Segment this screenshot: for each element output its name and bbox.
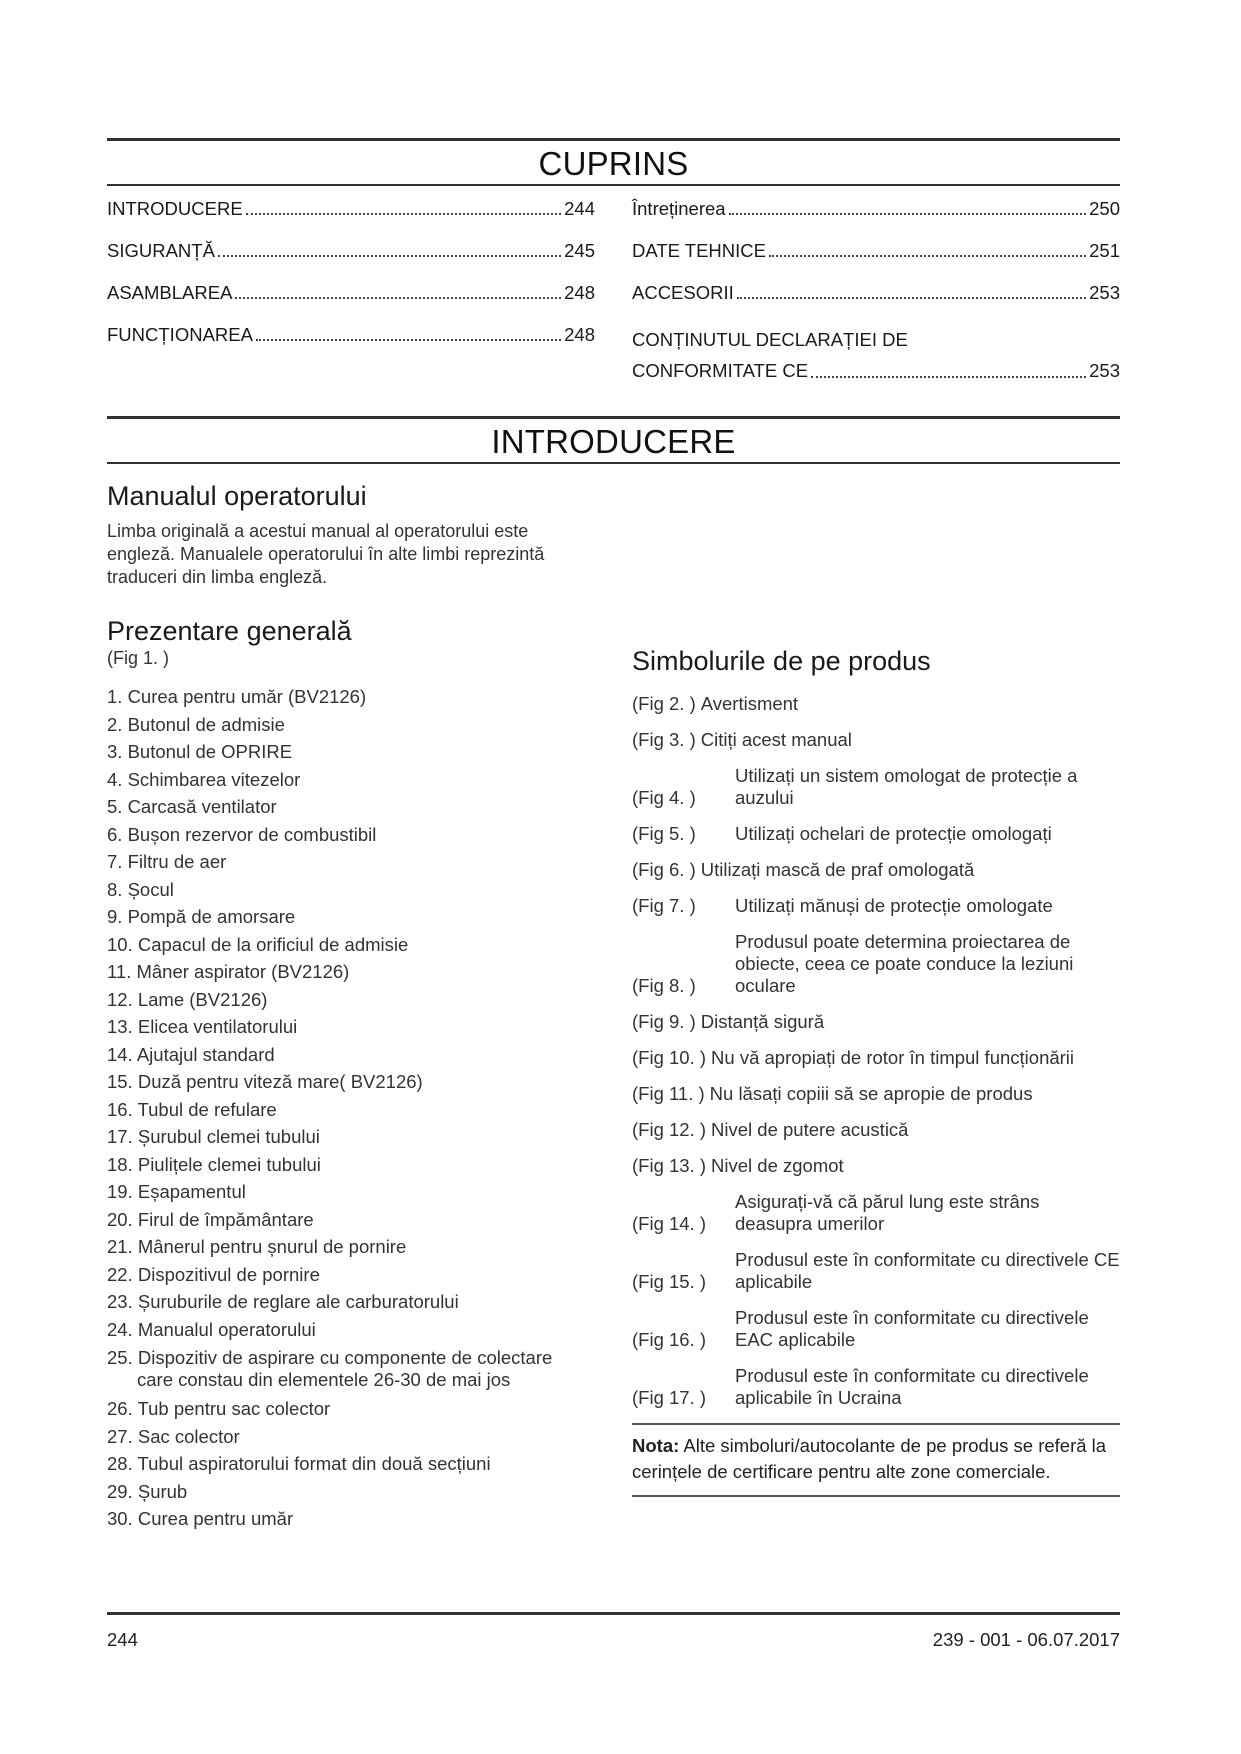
toc-left-column [107,198,595,386]
toc-leader [235,297,561,299]
symbol-desc: Utilizați un sistem omologat de protecție a auzului [735,764,1078,808]
symbol-item [632,1083,1120,1105]
list-item: 22. Dispozitivul de pornire [107,1263,320,1285]
intro-title: INTRODUCERE [491,423,736,460]
list-item: 6. Bușon rezervor de combustibil [107,823,377,845]
toc-entry-page: 245 [564,240,595,261]
symbol-desc: Nu vă apropiați de rotor în timpul funcționării [711,1046,1075,1068]
symbol-item [632,823,1120,845]
symbol-fig-ref: (Fig 4. ) [632,786,696,808]
list-item: 23. Șuruburile de reglare ale carburatorului [107,1291,459,1313]
list-item: 5. Carcasă ventilator [107,796,277,818]
document-reference: 239 - 001 - 06.07.2017 [932,1629,1120,1650]
symbol-fig-ref: (Fig 14. ) [632,1212,707,1234]
note-box [632,1423,1120,1497]
symbol-desc: Asigurați-vă că părul lung este strâns deasupra umerilor [735,1190,1040,1234]
intro-bottom-rule [107,462,1120,464]
list-item: 18. Piulițele clemei tubului [107,1153,321,1175]
list-item-25-line2: care constau din elementele 26-30 de mai jos [137,1369,511,1391]
manual-text: Limba originală a acestui manual al operatorului este engleză. Manualele operatorului în alte limbi reprezintă traduceri din limba engleză. [107,520,545,587]
toc-title: CUPRINS [538,145,689,182]
list-item: 13. Elicea ventilatorului [107,1016,298,1038]
footer-rule [107,1612,1120,1615]
symbol-item [632,1307,1120,1351]
list-item: 30. Curea pentru umăr [107,1508,294,1530]
list-item: 9. Pompă de amorsare [107,906,296,928]
symbol-item [632,1365,1120,1409]
intro-right-column [632,482,1120,1533]
list-item: 7. Filtru de aer [107,851,227,873]
list-item: 4. Schimbarea vitezelor [107,768,301,790]
list-item-25 [107,1347,587,1391]
list-item: 3. Butonul de OPRIRE [107,741,293,763]
symbol-item [632,1191,1120,1235]
list-item: 11. Mâner aspirator (BV2126) [107,961,350,983]
toc-entry[interactable] [632,282,1120,304]
overview-fig-ref: (Fig 1. ) [107,648,170,669]
symbol-fig-ref: (Fig 15. ) [632,1270,707,1292]
symbol-fig-ref: (Fig 8. ) [632,974,696,996]
symbol-fig-ref: (Fig 13. ) [632,1154,707,1176]
symbol-item [632,1155,1120,1177]
list-item: 12. Lame (BV2126) [107,988,268,1010]
list-item: 24. Manualul operatorului [107,1318,316,1340]
toc-entry[interactable] [107,240,595,262]
toc-entry-page: 244 [564,198,595,219]
symbols-heading: Simbolurile de pe produs [632,646,931,676]
symbol-item [632,1119,1120,1141]
note-label: Nota: [632,1434,680,1456]
page-content [107,138,1120,1533]
symbol-desc: Utilizați mănuși de protecție omologate [735,894,1053,916]
symbol-desc: Nivel de putere acustică [711,1118,909,1140]
intro-columns [107,482,1120,1533]
symbol-item [632,693,1120,715]
note-text: Alte simboluri/autocolante de pe produs se referă la cerințele de certificare pentru alte zone comerciale. [632,1434,1107,1482]
symbols-list [632,693,1120,1409]
list-item-25-line1: 25. Dispozitiv de aspirare cu componente de colectare [107,1347,553,1369]
toc-entry-label: SIGURANȚĂ [107,240,215,261]
toc-leader [218,255,561,257]
toc-right-column [632,198,1120,386]
symbol-fig-ref: (Fig 9. ) [632,1010,696,1032]
toc-entry-page: 250 [1089,198,1120,219]
symbol-item [632,931,1120,997]
symbol-fig-ref: (Fig 7. ) [632,894,696,916]
symbol-fig-ref: (Fig 16. ) [632,1328,707,1350]
toc-leader [737,297,1086,299]
toc-entry-page: 248 [564,282,595,303]
list-item: 8. Șocul [107,878,174,900]
symbol-desc: Utilizați ochelari de protecție omologați [735,822,1052,844]
toc-leader [246,213,561,215]
list-item: 26. Tub pentru sac colector [107,1398,331,1420]
symbol-fig-ref: (Fig 12. ) [632,1118,707,1140]
symbol-desc: Citiți acest manual [700,728,852,750]
toc-entry-label-line2: CONFORMITATE CE [632,360,809,381]
list-item: 16. Tubul de refulare [107,1098,277,1120]
symbol-fig-ref: (Fig 10. ) [632,1046,707,1068]
symbol-desc: Avertisment [700,692,799,714]
symbol-desc: Distanță sigură [700,1010,825,1032]
list-item: 15. Duză pentru viteză mare( BV2126) [107,1071,423,1093]
symbol-desc: Produsul este în conformitate cu directivele CE aplicabile [735,1248,1120,1292]
toc-entry-page: 253 [1089,360,1120,381]
symbol-fig-ref: (Fig 3. ) [632,728,696,750]
toc-entry[interactable] [107,198,595,220]
list-item: 17. Șurubul clemei tubului [107,1126,320,1148]
list-item: 20. Firul de împământare [107,1208,314,1230]
intro-left-column [107,482,587,1533]
toc-entry-label: ASAMBLAREA [107,282,233,303]
list-item: 21. Mânerul pentru șnurul de pornire [107,1236,407,1258]
symbol-desc: Produsul poate determina proiectarea de obiecte, ceea ce poate conduce la leziuni oculare [735,930,1074,996]
symbol-item [632,895,1120,917]
intro-top-rule [107,416,1120,419]
page-footer [107,1612,1120,1651]
toc-entry-label: INTRODUCERE [107,198,243,219]
toc-entry-label: FUNCȚIONAREA [107,324,253,345]
symbol-item [632,1011,1120,1033]
toc-entry-page: 248 [564,324,595,345]
list-item: 29. Șurub [107,1480,188,1502]
symbol-fig-ref: (Fig 11. ) [632,1082,705,1104]
symbol-item [632,765,1120,809]
toc-entry[interactable] [107,282,595,304]
overview-heading: Prezentare generală [107,615,352,646]
list-item: 1. Curea pentru umăr (BV2126) [107,686,367,708]
toc-leader [256,339,561,341]
table-of-contents [107,198,1120,386]
toc-entry-label-line1: CONȚINUTUL DECLARAȚIEI DE [632,329,908,350]
page-number: 244 [107,1629,138,1650]
list-item: 2. Butonul de admisie [107,713,285,735]
list-item: 19. Eșapamentul [107,1181,246,1203]
toc-leader [811,376,1086,378]
list-item: 28. Tubul aspiratorului format din două secțiuni [107,1453,491,1475]
parts-list [107,683,587,1533]
symbol-fig-ref: (Fig 17. ) [632,1386,707,1408]
toc-entry-page: 251 [1089,240,1120,261]
symbol-desc: Produsul este în conformitate cu directivele aplicabile în Ucraina [735,1364,1089,1408]
toc-entry[interactable] [107,324,595,346]
symbol-item [632,1047,1120,1069]
toc-entry-label: Întreținerea [632,198,726,219]
list-item: 14. Ajutajul standard [107,1043,275,1065]
symbol-desc: Nu lăsați copiii să se apropie de produs [709,1082,1033,1104]
toc-top-rule [107,138,1120,141]
list-item: 10. Capacul de la orificiul de admisie [107,933,409,955]
toc-entry-label: ACCESORII [632,282,734,303]
symbol-fig-ref: (Fig 5. ) [632,822,696,844]
symbol-desc: Nivel de zgomot [711,1154,844,1176]
symbol-desc: Utilizați mască de praf omologată [700,858,975,880]
toc-entry[interactable] [632,240,1120,262]
toc-entry-label: DATE TEHNICE [632,240,766,261]
toc-leader [729,213,1087,215]
toc-entry-declaration[interactable] [632,324,1120,386]
toc-entry[interactable] [632,198,1120,220]
symbol-item [632,859,1120,881]
symbol-fig-ref: (Fig 6. ) [632,858,696,880]
symbol-item [632,729,1120,751]
toc-bottom-rule [107,184,1120,186]
manual-heading: Manualul operatorului [107,481,367,511]
symbol-fig-ref: (Fig 2. ) [632,692,696,714]
toc-leader [769,255,1086,257]
list-item: 27. Sac colector [107,1425,240,1447]
symbol-desc: Produsul este în conformitate cu directivele EAC aplicabile [735,1306,1089,1350]
toc-entry-page: 253 [1089,282,1120,303]
symbol-item [632,1249,1120,1293]
